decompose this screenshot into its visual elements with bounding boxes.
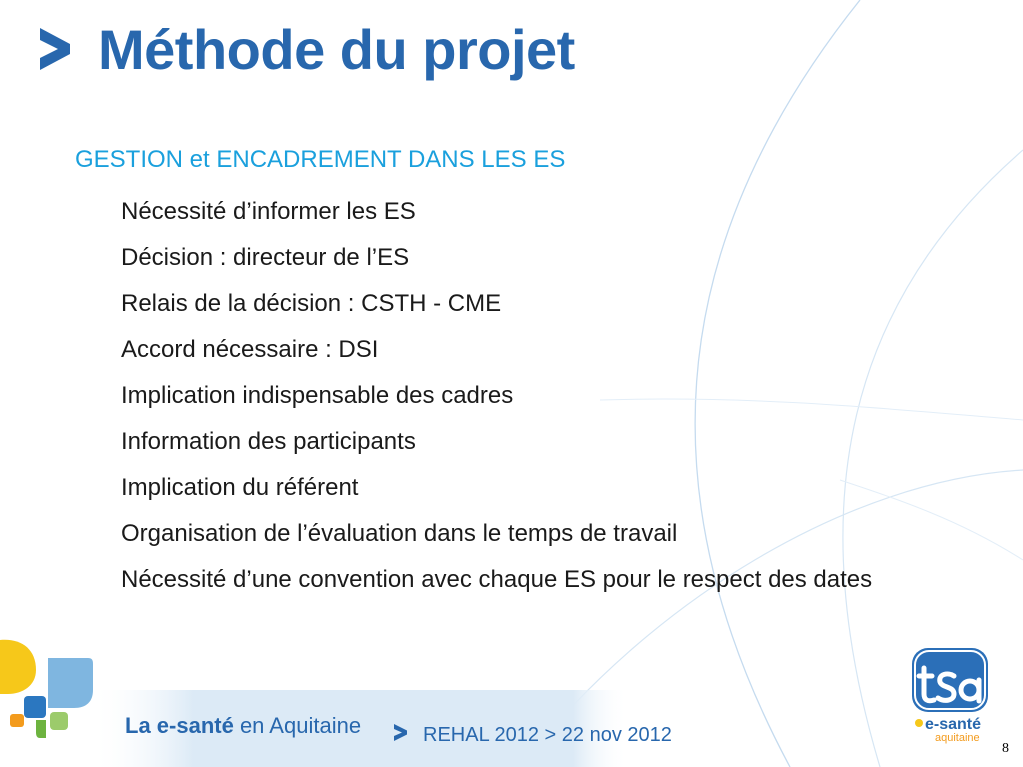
list-item: Implication du référent: [121, 474, 359, 501]
slide-subtitle: GESTION et ENCADREMENT DANS LES ES: [75, 146, 566, 173]
title-row: [36, 14, 575, 84]
footer-brand: [125, 713, 361, 739]
footer-brand-bold: La e-santé: [125, 713, 234, 738]
page-number: 8: [1002, 741, 1009, 756]
footer-brand-regular: en Aquitaine: [233, 713, 362, 738]
list-item: Nécessité d’informer les ES: [121, 198, 416, 225]
tsa-logo-line2: aquitaine: [935, 732, 980, 744]
footer-reference: REHAL 2012 > 22 nov 2012: [423, 724, 672, 746]
slide-title: Méthode du projet: [98, 17, 575, 81]
list-item: Implication indispensable des cadres: [121, 382, 514, 409]
chevron-right-icon: [393, 723, 409, 742]
e-sante-aquitaine-logo: [0, 638, 95, 738]
list-item: Décision : directeur de l’ES: [121, 244, 410, 271]
list-item: Accord nécessaire : DSI: [121, 336, 379, 363]
tsa-logo-line1: e-santé: [925, 716, 982, 733]
list-item: Relais de la décision : CSTH - CME: [121, 290, 502, 317]
list-item: Organisation de l’évaluation dans le temps de travail: [121, 520, 678, 547]
chevron-right-icon: [36, 24, 76, 74]
list-item: Information des participants: [121, 428, 416, 455]
list-item: Nécessité d’une convention avec chaque ES pour le respect des dates: [121, 566, 873, 593]
bullet-list: [121, 197, 951, 611]
